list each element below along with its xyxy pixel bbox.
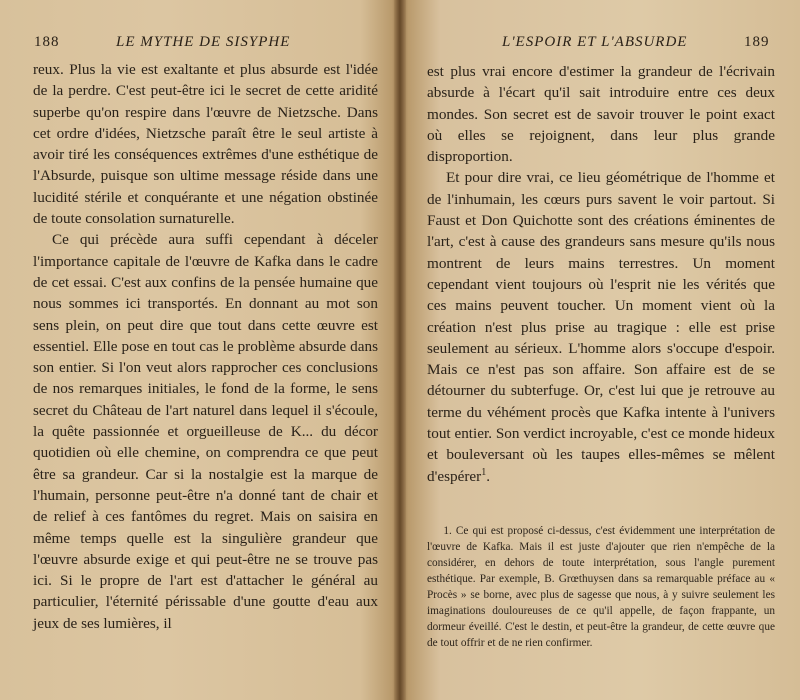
- left-page-number: 188: [34, 34, 60, 50]
- footnote-text: 1. Ce qui est proposé ci-dessus, c'est évidemment une interprétation de l'œuvre de Kafka. Mais il est juste d'ajouter que rien n'empêche de la considérer, en dehors de toute interprétation, sous l'angle purement esthétique. Par exemple, B. Grœthuysen dans sa remarquable préface au « Procès » se borne, avec plus de sagesse que nous, à y suivre seulement les imaginations douloureuses de ce qu'il appelle, de façon frappante, un dormeur éveillé. C'est le destin, et peut-être la grandeur, de cette œuvre que de tout offrir et de ne rien confirmer.: [427, 525, 775, 649]
- right-page-number: 189: [744, 34, 770, 50]
- left-paragraph-1: reux. Plus la vie est exaltante et plus absurde est l'idée de la perdre. C'est peut-être ici le secret de cette aridité superbe qu'on respire dans l'œuvre de Nietzsche. Dans cet ordre d'idées, Nietzsche paraît être le seul artiste à avoir tiré les conséquences extrêmes d'une esthétique de l'Absurde, puisque son ultime message réside dans une lucidité stérile et conquérante et une négation obstinée de toute consolation surnaturelle.: [33, 61, 378, 228]
- right-paragraph-1: est plus vrai encore d'estimer la grandeur de l'écrivain absurde à l'écart qu'il sait introduire entre ces deux mondes. Son secret est de savoir trouver le point exact où elles se rejoignent, dans leur plus grande disproportion.: [427, 63, 775, 166]
- left-page-body: [33, 59, 378, 634]
- right-page-body: [427, 61, 775, 487]
- right-page: [404, 0, 800, 700]
- right-paragraph-2-text: Et pour dire vrai, ce lieu géométrique de l'homme et de l'inhumain, les cœurs purs savent le voir partout. Si Faust et Don Quichotte sont des créations éminentes de l'art, c'est à cause des grandeurs sans mesure qu'ils nous montrent de leurs mains terrestres. Un moment cependant vient toujours où l'esprit nie les vérités que ces mains peuvent toucher. Un moment vient où la création n'est plus prise au tragique : elle est prise seulement au sérieux. L'homme alors s'occupe d'espoir. Mais ce n'est pas son affaire. Son affaire est de se détourner du subterfuge. Or, c'est lui que je retrouve au terme du véhément procès que Kafka intente à l'univers tout entier. Son verdict incroyable, c'est ce monde hideux et bouleversant où les taupes elles-mêmes se mêlent d'espérer: [427, 169, 775, 485]
- right-paragraph-2: Et pour dire vrai, ce lieu géométrique de l'homme et de l'inhumain, les cœurs purs savent le voir partout. Si Faust et Don Quichotte sont des créations éminentes de l'art, c'est à cause des grandeurs sans mesure qu'ils nous montrent de leurs mains terrestres. Un moment cependant vient toujours où l'esprit nie les vérités que ces mains peuvent toucher. Un moment vient où la création n'est plus prise au tragique : elle est prise seulement au sérieux. L'homme alors s'occupe d'espoir. Mais ce n'est pas son affaire. Son affaire est de se détourner du subterfuge. Or, c'est lui que je retrouve au terme du véhément procès que Kafka intente à l'univers tout entier. Son verdict incroyable, c'est ce monde hideux et bouleversant où les taupes elles-mêmes se mêlent d'espérer$^1$.: [427, 169, 775, 485]
- footnote: [427, 523, 775, 651]
- right-running-head: L'ESPOIR ET L'ABSURDE: [502, 34, 688, 50]
- footnote-reference-mark: 1: [481, 466, 487, 478]
- left-page: [0, 0, 396, 700]
- left-paragraph-2: Ce qui précède aura suffi cependant à déceler l'importance capitale de l'œuvre de Kafka dans le cadre de cet essai. C'est aux confins de la pensée humaine que nous sommes ici transportés. En donnant au mot son sens plein, on peut dire que tout dans cette œuvre est essentiel. Elle pose en tout cas le problème absurde dans son entier. Si l'on veut alors rapprocher ces conclusions de nos remarques initiales, le fond de la forme, le sens secret du Château de l'art naturel dans lequel il s'écoule, la quête passionnée et orgueilleuse de K... du décor quotidien où elle chemine, on comprendra ce que peut être sa grandeur. Car si la nostalgie est la marque de l'humain, personne peut-être n'a donné tant de chair et de relief à ces fantômes du regret. Mais on saisira en même temps quelle est la singulière grandeur que l'œuvre absurde exige et qui peut-être ne se trouve pas ici. Si le propre de l'art est d'attacher le général au particulier, l'éternité périssable d'une goutte d'eau aux jeux de ses lumières, il: [33, 231, 378, 632]
- left-running-head: LE MYTHE DE SISYPHE: [116, 34, 291, 50]
